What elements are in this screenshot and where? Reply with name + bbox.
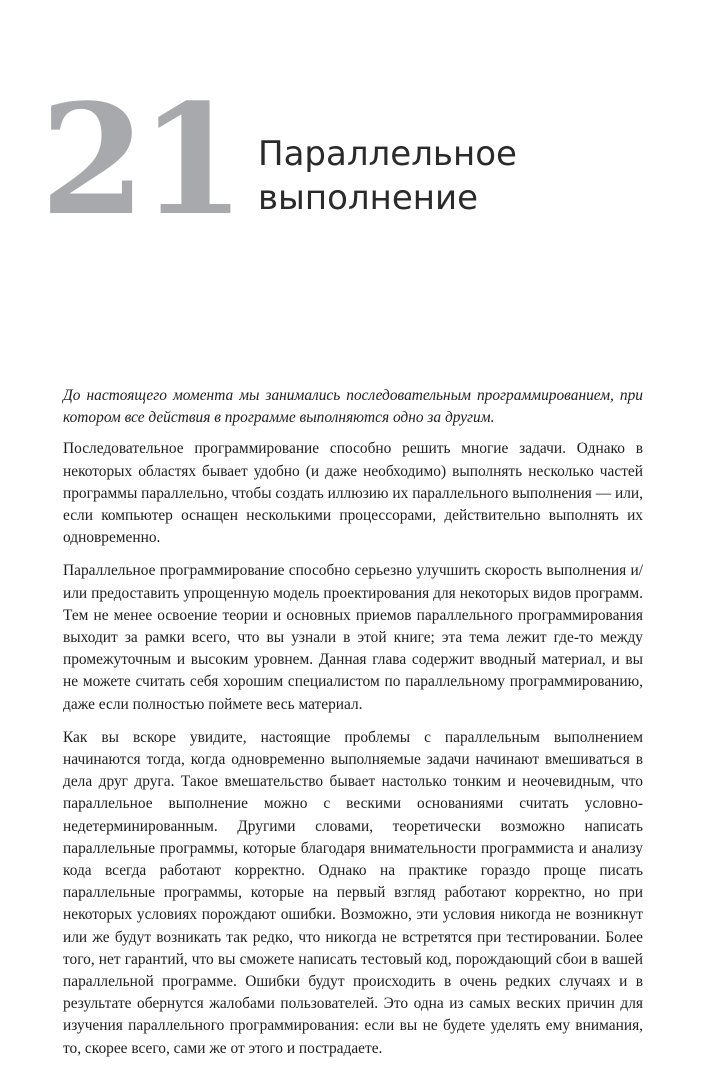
body-paragraph-1: Последовательное программирование способно решить многие задачи. Однако в некоторых областях бывает удобно (и даже необходимо) выполнять несколько частей программы параллельно, чтобы создать иллюзию их параллельного выполнения — или, если компьютер оснащен несколькими процессорами, действительно выполнять их одновременно.	[63, 440, 643, 547]
chapter-title-line-1: Параллельное	[258, 134, 517, 174]
chapter-number: 21	[40, 70, 240, 249]
body-paragraph-2: Параллельное программирование способно серьезно улучшить скорость выполнения и/или предоставить упрощенную модель проектирования для некоторых видов программ. Тем не менее освоение теории и основных приемов параллельного программирования выходит за рамки всего, что вы узнали в этой книге; эта тема лежит где-то между промежуточным и высоким уровнем. Данная глава содержит вводный материал, и вы не можете считать себя хорошим специалистом по параллельному программированию, даже если полностью поймете весь материал.	[63, 562, 643, 713]
chapter-title	[258, 132, 517, 220]
chapter-body	[63, 385, 643, 1071]
body-paragraph-3: Как вы вскоре увидите, настоящие проблемы с параллельным выполнением начинаются тогда, когда одновременно выполняемые задачи начинают вмешиваться в дела друг друга. Такое вмешательство бывает настолько тонким и неочевидным, что параллельное выполнение можно с вескими основаниями считать условно-недетерминированным. Другими словами, теоретически возможно написать параллельные программы, которые благодаря внимательности программиста и анализу кода всегда работают корректно. Однако на практике гораздо проще писать параллельные программы, которые на первый взгляд работают корректно, но при некоторых условиях порождают ошибки. Возможно, эти условия никогда не возникнут или же будут возникать так редко, что никогда не встретятся при тестировании. Более того, нет гарантий, что вы сможете написать тестовый код, порождающий сбои в вашей параллельной программе. Ошибки будут происходить в очень редких случаях и в результате обернутся жалобами пользователей. Это одна из самых веских причин для изучения параллельного программирования: если вы не будете уделять ему внимания, то, скорее всего, сами же от этого и пострадаете.	[63, 728, 643, 1057]
intro-paragraph: До настоящего момента мы занимались последовательным программированием, при котором все действия в программе выполняются одно за другим.	[63, 387, 643, 427]
chapter-title-line-2: выполнение	[258, 178, 479, 218]
